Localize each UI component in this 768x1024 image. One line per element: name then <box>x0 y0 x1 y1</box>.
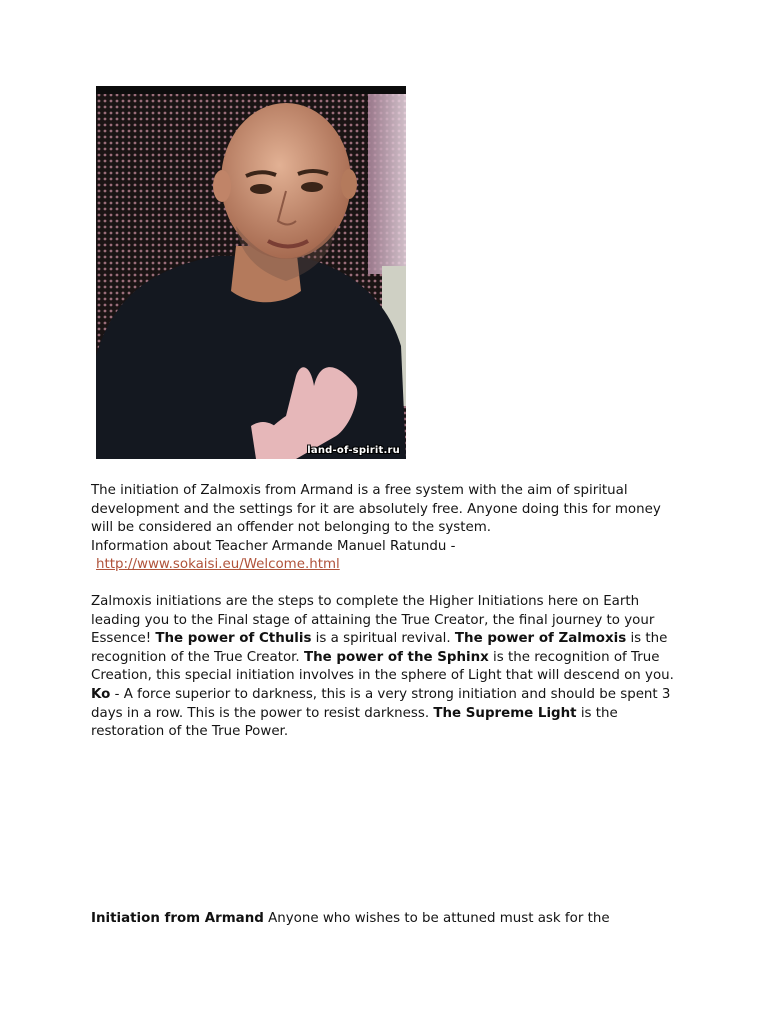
cthulis-title: The power of Cthulis <box>155 631 312 647</box>
zalmoxis-desc: is the recognition of the True Creator. <box>91 631 668 665</box>
cthulis-desc: is a spiritual revival. <box>311 631 455 647</box>
supreme-light-desc: is the restoration of the True Power. <box>91 705 618 740</box>
intro-text: The initiation of Zalmoxis from Armand is a free system with the aim of spiritual development and the settings for it are absolutely free. Anyone doing this for money will be considered an offender not belonging to the system. <box>91 483 661 536</box>
ko-title: Ko <box>91 686 111 702</box>
portrait-illustration <box>96 86 406 459</box>
initiations-intro: Zalmoxis initiations are the steps to complete the Higher Initiations here on Earth leading you to the Final stage of attaining the True Creator, the final journey to your Essence! <box>91 594 655 647</box>
armand-paragraph <box>91 910 681 929</box>
photo-watermark: land-of-spirit.ru <box>307 445 400 456</box>
initiations-paragraph <box>91 593 681 742</box>
sokaisi-link[interactable]: http://www.sokaisi.eu/Welcome.html <box>96 557 340 573</box>
sphinx-title: The power of the Sphinx <box>303 649 489 665</box>
armand-text: Anyone who wishes to be attuned must ask for the <box>263 911 610 926</box>
portrait-photo <box>96 86 406 459</box>
sphinx-desc: is the recognition of True Creation, this special initiation involves in the sphere of Light that will descend on you. <box>91 649 674 684</box>
teacher-info-text: Information about Teacher Armande Manuel Ratundu - <box>91 538 456 554</box>
ko-desc: - A force superior to darkness, this is a very strong initiation and should be spent 3 days in a row. This is the power to resist darkness. <box>91 686 671 721</box>
supreme-light-title: The Supreme Light <box>433 705 577 721</box>
intro-paragraph <box>91 482 681 575</box>
zalmoxis-title: The power of Zalmoxis <box>454 631 627 647</box>
armand-title: Initiation from Armand <box>91 911 264 926</box>
